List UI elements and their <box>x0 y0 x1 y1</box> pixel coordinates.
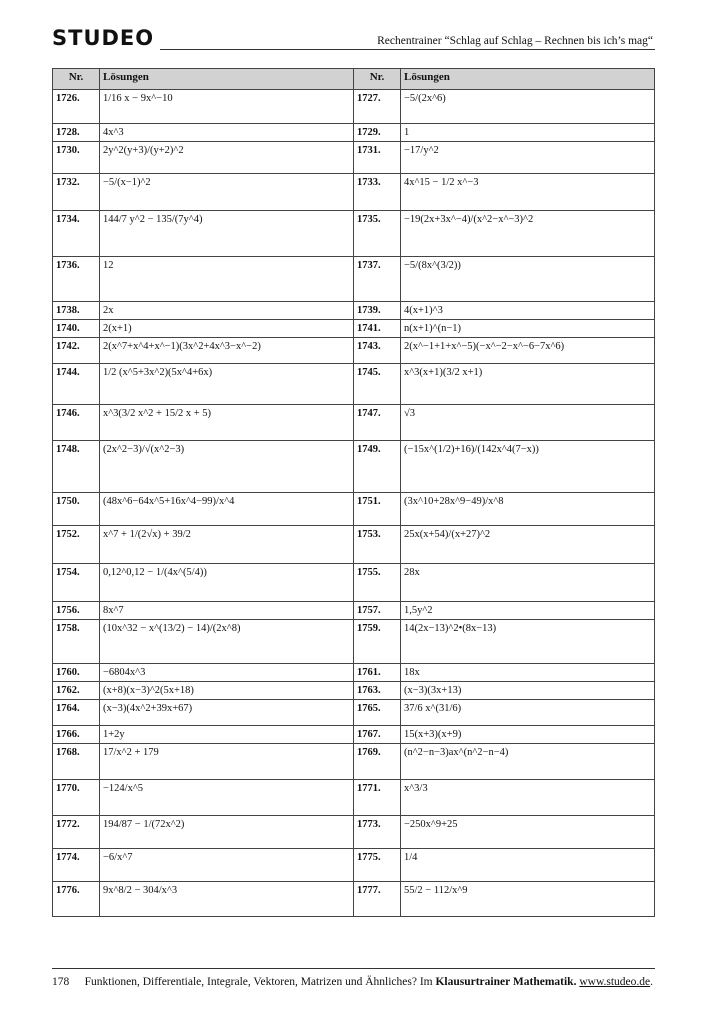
table-row <box>53 526 655 564</box>
column-header-loesungen: Lösungen <box>401 69 655 90</box>
table-row <box>53 257 655 302</box>
table-row <box>53 602 655 620</box>
exercise-number: 1759. <box>354 620 401 664</box>
table-row <box>53 320 655 338</box>
exercise-number: 1769. <box>354 744 401 780</box>
exercise-number: 1733. <box>354 174 401 211</box>
table-row <box>53 882 655 917</box>
table-row <box>53 780 655 816</box>
exercise-number: 1742. <box>53 338 100 364</box>
table-row <box>53 364 655 405</box>
table-row <box>53 564 655 602</box>
table-row <box>53 90 655 124</box>
exercise-number: 1750. <box>53 493 100 526</box>
solution-expression: 17/x^2 + 179 <box>100 744 354 780</box>
column-header-nr: Nr. <box>53 69 100 90</box>
solution-expression: 2x <box>100 302 354 320</box>
solution-expression: (x−3)(4x^2+39x+67) <box>100 700 354 726</box>
exercise-number: 1772. <box>53 816 100 849</box>
exercise-number: 1770. <box>53 780 100 816</box>
exercise-number: 1761. <box>354 664 401 682</box>
header-title: Rechentrainer “Schlag auf Schlag – Rechnen bis ich’s mag“ <box>377 35 653 47</box>
exercise-number: 1739. <box>354 302 401 320</box>
exercise-number: 1776. <box>53 882 100 917</box>
exercise-number: 1766. <box>53 726 100 744</box>
footer-lead: Funktionen, Differentiale, Integrale, Vektoren, Matrizen und Ähnliches? Im <box>84 976 436 988</box>
solution-expression: 12 <box>100 257 354 302</box>
solution-expression: x^3(3/2 x^2 + 15/2 x + 5) <box>100 405 354 441</box>
solution-expression: −5/(2x^6) <box>401 90 655 124</box>
exercise-number: 1775. <box>354 849 401 882</box>
table-row <box>53 726 655 744</box>
table-row <box>53 700 655 726</box>
solution-expression: 2y^2(y+3)/(y+2)^2 <box>100 142 354 174</box>
exercise-number: 1746. <box>53 405 100 441</box>
exercise-number: 1773. <box>354 816 401 849</box>
exercise-number: 1741. <box>354 320 401 338</box>
exercise-number: 1777. <box>354 882 401 917</box>
solution-expression: −17/y^2 <box>401 142 655 174</box>
solution-expression: 4x^15 − 1/2 x^−3 <box>401 174 655 211</box>
table-row <box>53 405 655 441</box>
footer-link[interactable]: www.studeo.de <box>579 976 651 988</box>
exercise-number: 1731. <box>354 142 401 174</box>
solution-expression: −19(2x+3x^−4)/(x^2−x^−3)^2 <box>401 211 655 257</box>
table-row <box>53 211 655 257</box>
exercise-number: 1735. <box>354 211 401 257</box>
exercise-number: 1753. <box>354 526 401 564</box>
exercise-number: 1745. <box>354 364 401 405</box>
solution-expression: 25x(x+54)/(x+27)^2 <box>401 526 655 564</box>
solution-expression: 9x^8/2 − 304/x^3 <box>100 882 354 917</box>
solution-expression: x^3/3 <box>401 780 655 816</box>
exercise-number: 1754. <box>53 564 100 602</box>
exercise-number: 1764. <box>53 700 100 726</box>
column-header-nr: Nr. <box>354 69 401 90</box>
solution-expression: (3x^10+28x^9−49)/x^8 <box>401 493 655 526</box>
exercise-number: 1768. <box>53 744 100 780</box>
exercise-number: 1755. <box>354 564 401 602</box>
exercise-number: 1737. <box>354 257 401 302</box>
solution-expression: 1/2 (x^5+3x^2)(5x^4+6x) <box>100 364 354 405</box>
solution-expression: −5/(x−1)^2 <box>100 174 354 211</box>
exercise-number: 1765. <box>354 700 401 726</box>
table-row <box>53 744 655 780</box>
table-row <box>53 682 655 700</box>
footer-book-title: Klausurtrainer Mathematik. <box>435 976 577 988</box>
solution-expression: 1/16 x − 9x^−10 <box>100 90 354 124</box>
solution-expression: 28x <box>401 564 655 602</box>
exercise-number: 1728. <box>53 124 100 142</box>
exercise-number: 1762. <box>53 682 100 700</box>
solution-expression: 194/87 − 1/(72x^2) <box>100 816 354 849</box>
solution-expression: 4x^3 <box>100 124 354 142</box>
solution-expression: 18x <box>401 664 655 682</box>
exercise-number: 1727. <box>354 90 401 124</box>
solution-expression: 1/4 <box>401 849 655 882</box>
exercise-number: 1732. <box>53 174 100 211</box>
exercise-number: 1726. <box>53 90 100 124</box>
table-row <box>53 302 655 320</box>
solution-expression: n(x+1)^(n−1) <box>401 320 655 338</box>
solution-expression: (x−3)(3x+13) <box>401 682 655 700</box>
solution-expression: 14(2x−13)^2•(8x−13) <box>401 620 655 664</box>
solution-expression: (−15x^(1/2)+16)/(142x^4(7−x)) <box>401 441 655 493</box>
solution-expression: −6/x^7 <box>100 849 354 882</box>
solution-expression: −5/(8x^(3/2)) <box>401 257 655 302</box>
table-header-row <box>53 69 655 90</box>
exercise-number: 1743. <box>354 338 401 364</box>
exercise-number: 1747. <box>354 405 401 441</box>
exercise-number: 1774. <box>53 849 100 882</box>
table-row <box>53 338 655 364</box>
table-row <box>53 493 655 526</box>
solution-expression: 1+2y <box>100 726 354 744</box>
exercise-number: 1744. <box>53 364 100 405</box>
solution-expression: −250x^9+25 <box>401 816 655 849</box>
exercise-number: 1740. <box>53 320 100 338</box>
solution-expression: −6804x^3 <box>100 664 354 682</box>
table-row <box>53 816 655 849</box>
solution-expression: 2(x^7+x^4+x^−1)(3x^2+4x^3−x^−2) <box>100 338 354 364</box>
footer-divider <box>52 968 655 969</box>
exercise-number: 1736. <box>53 257 100 302</box>
solution-expression: 1 <box>401 124 655 142</box>
table-row <box>53 441 655 493</box>
exercise-number: 1756. <box>53 602 100 620</box>
table-row <box>53 849 655 882</box>
solution-expression: 2(x^−1+1+x^−5)(−x^−2−x^−6−7x^6) <box>401 338 655 364</box>
column-header-loesungen: Lösungen <box>100 69 354 90</box>
page-number: 178 <box>52 976 70 988</box>
solution-expression: x^3(x+1)(3/2 x+1) <box>401 364 655 405</box>
solution-expression: 55/2 − 112/x^9 <box>401 882 655 917</box>
solution-expression: 144/7 y^2 − 135/(7y^4) <box>100 211 354 257</box>
exercise-number: 1760. <box>53 664 100 682</box>
solution-expression: x^7 + 1/(2√x) + 39/2 <box>100 526 354 564</box>
table-row <box>53 664 655 682</box>
solution-expression: 1,5y^2 <box>401 602 655 620</box>
solution-expression: 8x^7 <box>100 602 354 620</box>
exercise-number: 1734. <box>53 211 100 257</box>
table-row <box>53 620 655 664</box>
solution-expression: (48x^6−64x^5+16x^4−99)/x^4 <box>100 493 354 526</box>
logo: STUDEO <box>52 26 155 50</box>
table-row <box>53 142 655 174</box>
exercise-number: 1771. <box>354 780 401 816</box>
solution-expression: (10x^32 − x^(13/2) − 14)/(2x^8) <box>100 620 354 664</box>
solution-expression: (2x^2−3)/√(x^2−3) <box>100 441 354 493</box>
solution-expression: √3 <box>401 405 655 441</box>
exercise-number: 1767. <box>354 726 401 744</box>
exercise-number: 1763. <box>354 682 401 700</box>
exercise-number: 1729. <box>354 124 401 142</box>
solution-expression: 37/6 x^(31/6) <box>401 700 655 726</box>
exercise-number: 1758. <box>53 620 100 664</box>
exercise-number: 1749. <box>354 441 401 493</box>
table-row <box>53 174 655 211</box>
solutions-table <box>52 68 655 917</box>
footer-text <box>85 976 653 988</box>
solution-expression: 15(x+3)(x+9) <box>401 726 655 744</box>
solution-expression: (x+8)(x−3)^2(5x+18) <box>100 682 354 700</box>
solution-expression: (n^2−n−3)ax^(n^2−n−4) <box>401 744 655 780</box>
solution-expression: −124/x^5 <box>100 780 354 816</box>
table-row <box>53 124 655 142</box>
solution-expression: 4(x+1)^3 <box>401 302 655 320</box>
exercise-number: 1751. <box>354 493 401 526</box>
solution-expression: 0,12^0,12 − 1/(4x^(5/4)) <box>100 564 354 602</box>
solution-expression: 2(x+1) <box>100 320 354 338</box>
exercise-number: 1757. <box>354 602 401 620</box>
exercise-number: 1748. <box>53 441 100 493</box>
exercise-number: 1730. <box>53 142 100 174</box>
footer-tail: . <box>650 976 653 988</box>
header-divider <box>160 49 655 50</box>
exercise-number: 1752. <box>53 526 100 564</box>
exercise-number: 1738. <box>53 302 100 320</box>
